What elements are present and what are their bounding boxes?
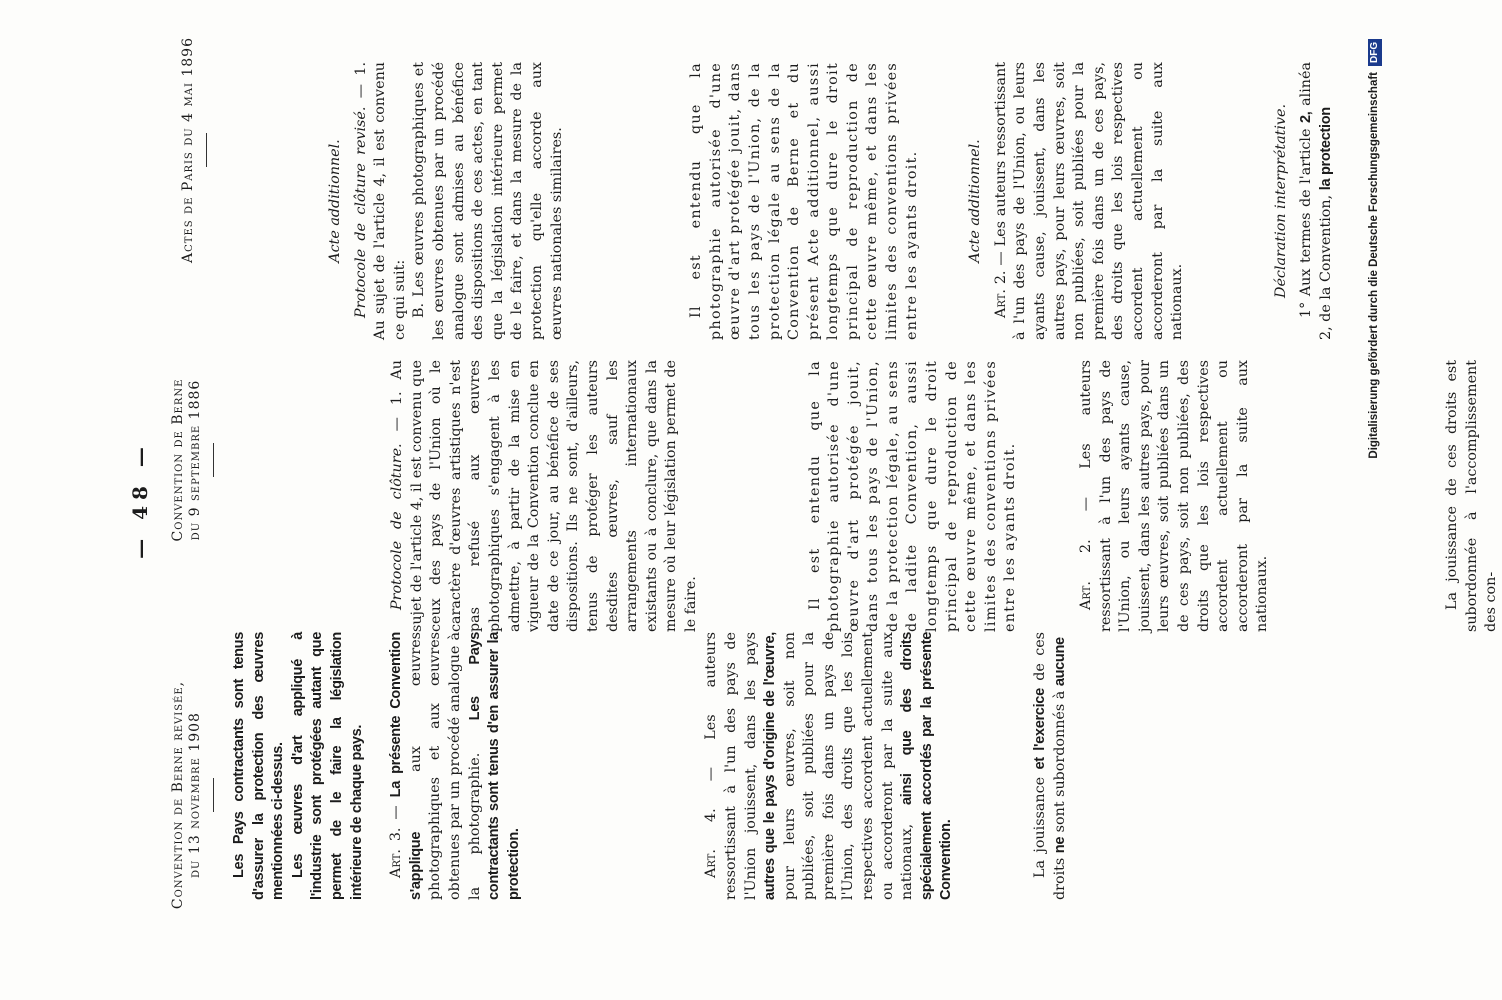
art4-label: Art. 4. —: [703, 766, 720, 878]
column-3: [326, 62, 1337, 340]
header-col3-title: Actes de Paris du 4 mai 1896: [180, 37, 196, 263]
col2-protocole-text: — 1. Au sujet de l'article 4, il est convenu que ceux des pays de l'Union où le caractère d'œuvres artistiques n'est pas refusé aux œuvres photographiques s'engagent à les admettre, à partir de la mise en vigueur de la Convention conclue en date de ce jour, au bénéfice de ses dispositions. Ils ne sont, d'ailleurs, tenus de protéger les auteurs desdites œuvres, sauf les arrangements internationaux existants ou à conclure, que dans la mesure où leur législation permet de le faire.: [389, 359, 699, 632]
col2-last-paragraph: La jouissance de ces droits est subordonnée à l'accomplissement des con-: [1443, 360, 1500, 632]
column-2: [388, 360, 1502, 632]
col2-article-2: [1077, 360, 1273, 632]
col1-article-4: [702, 632, 957, 900]
header-col3: [180, 20, 207, 280]
header-col2-title: Convention de Berne: [170, 378, 186, 542]
col2-photo-paragraph: Il est entendu que la photographie autorisée d'une œuvre d'art protégée jouit, dans tous les pays de l'Union, de la protection légale, au sens de ladite Convention, aussi longtemps que dure le droit principal de reproduction de cette œuvre même, et dans les limites des conventions privées entre les ayants droit.: [806, 360, 1019, 632]
col2-art2-label: Art. 2. —: [1078, 496, 1095, 610]
dfg-logo: DFG: [1368, 39, 1382, 66]
last-text-2: de ces droits: [1032, 631, 1068, 900]
art4-text-1: Les auteurs ressortissant à l'un des pays de l'Union jouissent, dans les pays: [703, 632, 759, 900]
header-col3-rule: [206, 133, 207, 167]
header-col1-rule: [213, 778, 214, 812]
footer-attribution: [1366, 8, 1382, 992]
col2-art2-text: Les auteurs ressortissant à l'un des pays de l'Union, ou leurs ayants cause, jouissent, dans les autres pays, pour leurs œuvres, soit publiées dans un de ces pays, soit non publiées, des droits que les lois respectives accordent actuellement ou accorderont par la suite aux nationaux.: [1078, 360, 1271, 632]
decl-text-2: alinéa 2, de la Convention,: [1298, 62, 1334, 340]
col1-paragraph-1: Les Pays contractants sont tenus d'assurer la protection des œuvres mentionnées ci-dessus.: [231, 632, 287, 900]
art3-bold-1: La présente Convention s'applique: [388, 632, 424, 900]
art3-text: aux œuvres photographiques et aux œuvres obtenues par un procédé analogue à la photographie.: [407, 632, 483, 900]
col3-art2-label: Art. 2. —: [992, 251, 1009, 318]
col3-protocole-title: Protocole de clôture revisé.: [352, 106, 369, 318]
header-col2: [170, 320, 214, 600]
col3-protocole: [352, 62, 411, 340]
last-text-1: La jouissance: [1032, 776, 1049, 878]
column-1: [230, 632, 1070, 900]
art3-label: Art. 3. —: [388, 805, 405, 878]
decl-bold-2: la protection: [1317, 107, 1334, 191]
col3-protocole-text-2: B. Les œuvres photographiques et les œuvres obtenues par un procédé analogue sont admises au bénéfice des dispositions de ces actes, en tant que la législation intérieure permet de le faire, et dans la mesure de la protection qu'elle accorde aux œuvres nationales similaires.: [411, 62, 565, 340]
decl-bold: 2,: [1298, 111, 1315, 123]
col3-art2-text: Les auteurs ressortissant à l'un des pays de l'Union, ou leurs ayants cause, jouissent, dans les autres pays, pour leurs œuvres, soit non publiées, soit publiées pour la première fois dans un de ces pays, des droits que les lois respectives accordent actuellement ou accorderont par la suite aux nationaux.: [992, 62, 1186, 340]
col3-article-2: [992, 62, 1188, 340]
col3-declaration-text: [1297, 62, 1336, 340]
last-bold-2: ne: [1051, 836, 1068, 854]
header-col1-date: du 13 novembre 1908: [187, 712, 203, 878]
col3-acte-title-2: Acte additionnel.: [967, 139, 984, 263]
last-bold-3: aucune: [1051, 637, 1068, 687]
col3-acte-title: Acte additionnel.: [327, 139, 343, 263]
header-col1-title: Convention de Berne revisée,: [170, 680, 186, 910]
col3-declaration-title: Déclaration interprétative.: [1272, 104, 1289, 298]
art3-bold-2: Les Pays contractants sont tenus d'en assurer la protection.: [466, 632, 522, 900]
col3-protocole-text-1: — 1. Au sujet de l'article 4, il est convenu ce qui suit:: [352, 61, 408, 340]
last-text-3: sont subordonnés à: [1051, 690, 1068, 833]
header-col1: [170, 650, 214, 940]
col1-paragraph-2: Les œuvres d'art appliqué à l'industrie sont protégées autant que permet de le faire la législation intérieure de chaque pays.: [289, 632, 365, 900]
header-col2-date: du 9 septembre 1886: [187, 379, 203, 541]
decl-text-1: 1° Aux termes de l'article: [1298, 128, 1315, 318]
art4-text-2: pour leurs œuvres, soit non publiées, soit publiées pour la première fois dans un pays de l'Union, des droits que les lois respectives accordent actuellement ou accorderont par la suite aux nationaux,: [781, 632, 916, 900]
col1-last-paragraph: [1031, 632, 1070, 900]
col1-article-3: [387, 632, 524, 900]
page-number: — 48 —: [128, 441, 152, 559]
footer-text: Digitalisierung gefördert durch die Deutsche Forschungsgemeinschaft: [1368, 72, 1380, 459]
art4-bold-2: ainsi que des droits spécialement accordés par la présente Convention.: [899, 632, 955, 900]
col2-protocole-title: Protocole de clôture.: [389, 443, 405, 610]
col2-protocole: [388, 360, 702, 632]
col3-photo-paragraph: Il est entendu que la photographie autorisée d'une œuvre d'art protégée jouit, dans tous les pays de l'Union, de la protection légale au sens de la Convention de Berne et du présent Acte additionnel, aussi longtemps que dure le droit principal de reproduction de cette œuvre même, et dans les limites des conventions privées entre les ayants droit.: [688, 62, 920, 340]
last-bold-1: et l'exercice: [1032, 688, 1049, 770]
header-col2-rule: [213, 443, 214, 477]
art4-bold-1: autres que le pays d'origine de l'œuvre,: [762, 632, 779, 900]
